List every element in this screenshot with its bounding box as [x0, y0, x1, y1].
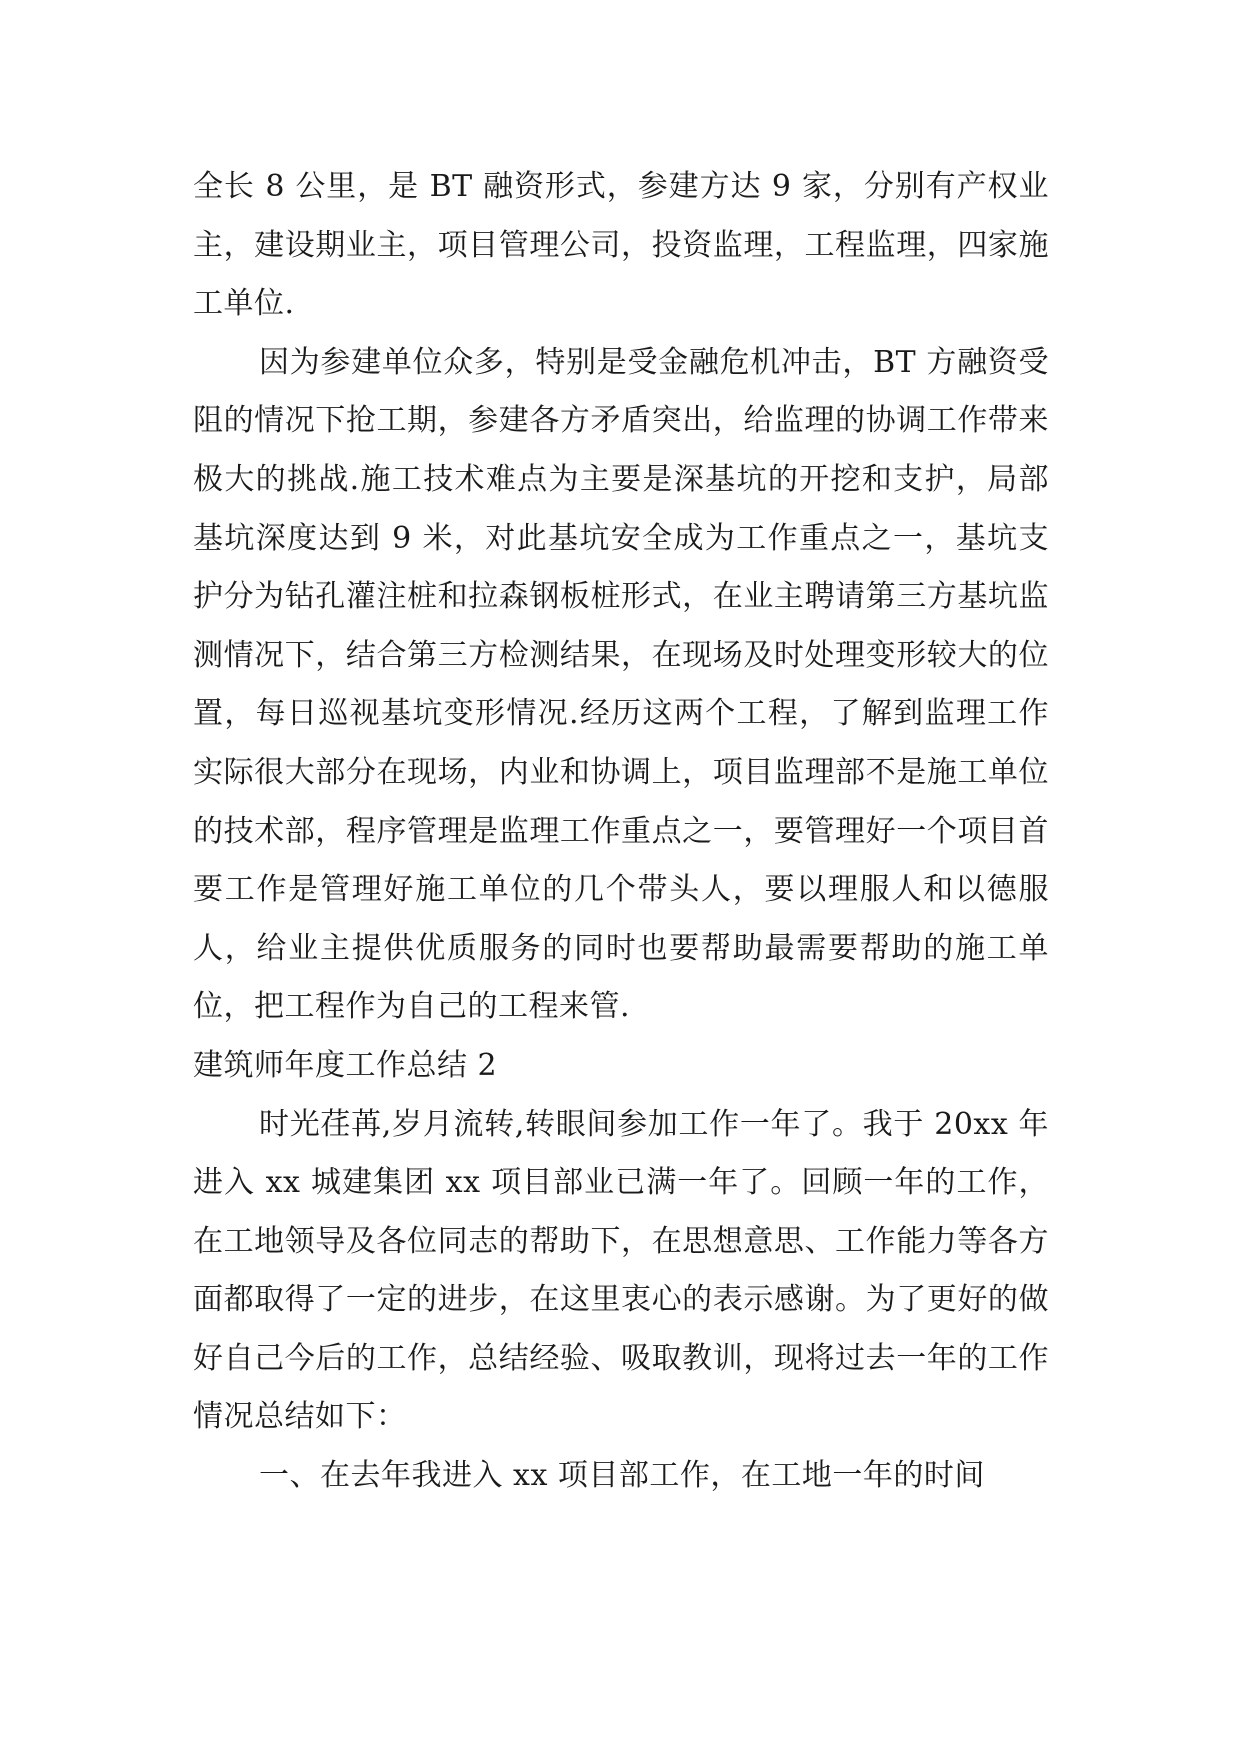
paragraph-supervision-challenges: 因为参建单位众多，特别是受金融危机冲击，BT 方融资受阻的情况下抢工期，参建各方矛盾突出，给监理的协调工作带来极大的挑战.施工技术难点为主要是深基坑的开挖和支护，局部基坑深度达到 9 米，对此基坑安全成为工作重点之一，基坑支护分为钻孔灌注桩和拉森钢板桩形式，在业主聘请第三方基坑监测情况下，结合第三方检测结果，在现场及时处理变形较大的位置，每日巡视基坑变形情况.经历这两个工程，了解到监理工作实际很大部分在现场，内业和协调上，项目监理部不是施工单位的技术部，程序管理是监理工作重点之一，要管理好一个项目首要工作是管理好施工单位的几个带头人，要以理服人和以德服人，给业主提供优质服务的同时也要帮助最需要帮助的施工单位，把工程作为自己的工程来管. [193, 344, 1049, 1025]
document-body [193, 158, 1049, 1506]
paragraph-project-overview: 全长 8 公里，是 BT 融资形式，参建方达 9 家，分别有产权业主，建设期业主，项目管理公司，投资监理，工程监理，四家施工单位. [193, 169, 1049, 322]
paragraph-section-one-start: 一、在去年我进入 xx 项目部工作，在工地一年的时间 [259, 1458, 985, 1494]
section-heading: 建筑师年度工作总结 2 [193, 1047, 498, 1083]
paragraph-year-review-intro: 时光荏苒,岁月流转,转眼间参加工作一年了。我于 20xx 年进入 xx 城建集团 xx 项目部业已满一年了。回顾一年的工作，在工地领导及各位同志的帮助下，在思想意思、工作能力等各方面都取得了一定的进步，在这里衷心的表示感谢。为了更好的做好自己今后的工作，总结经验、吸取教训，现将过去一年的工作情况总结如下： [193, 1106, 1049, 1435]
